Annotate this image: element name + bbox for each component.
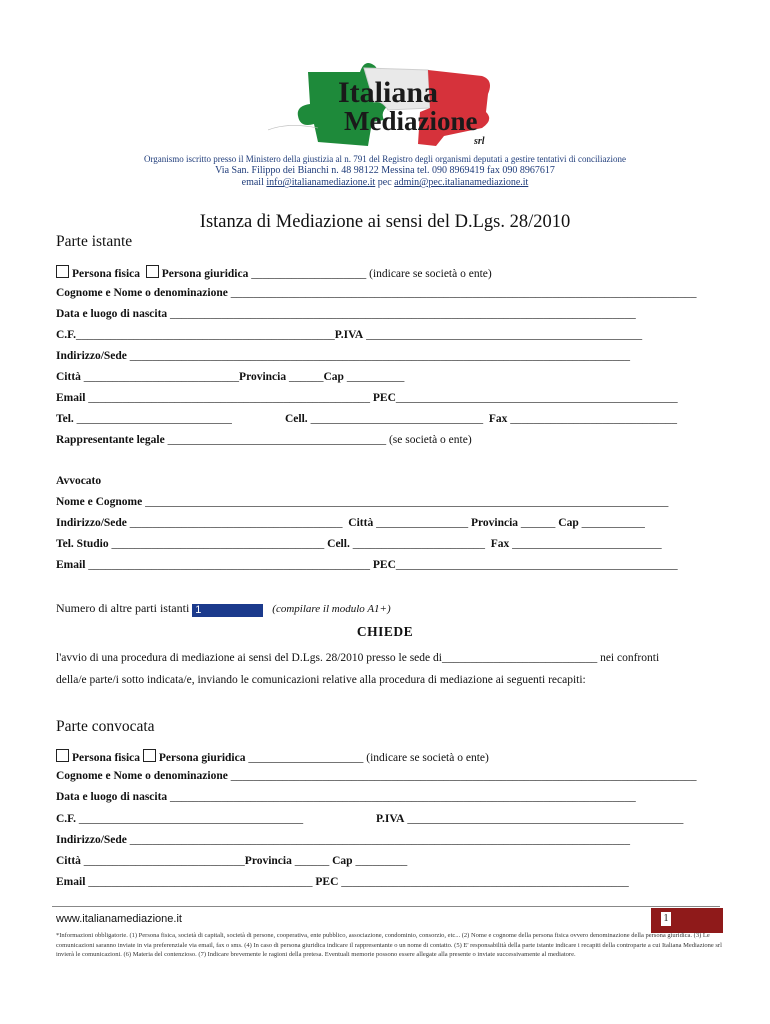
label-persona-giuridica: Persona giuridica	[161, 268, 249, 280]
field-rappresentante[interactable]: ______________________________________	[167, 434, 387, 446]
label-fax: Fax	[488, 413, 508, 425]
label-nascita: Data e luogo di nascita	[56, 308, 168, 320]
label-piva: P.IVA	[334, 329, 364, 341]
conv-label-cap: Cap	[332, 855, 353, 867]
org-registration-line: Organismo iscritto presso il Ministero della giustizia al n. 791 del Registro degli organismi deputati a gestire tentativi di conciliazione	[143, 154, 627, 164]
note-altre-parti: (compilare il modulo A1+)	[272, 603, 391, 615]
avv-field-provincia[interactable]: ______	[520, 517, 556, 529]
conv-row-email	[56, 876, 629, 888]
label-cognome: Cognome e Nome o denominazione	[56, 287, 228, 299]
avv-field-nome[interactable]: ___________________________________________________________________________________________	[145, 496, 669, 508]
field-tel[interactable]: ___________________________	[76, 413, 232, 425]
conv-label-email: Email	[56, 876, 86, 888]
avv-field-cap[interactable]: ___________	[581, 517, 645, 529]
row-nascita	[56, 308, 636, 320]
avv-field-cell[interactable]: _______________________	[352, 538, 485, 550]
avv-label-cap: Cap	[558, 517, 579, 529]
conv-label-persona-giuridica: Persona giuridica	[158, 752, 246, 764]
pec-link[interactable]: admin@pec.italianamediazione.it	[394, 177, 529, 188]
istante-type-row	[56, 265, 492, 280]
row-indirizzo	[56, 350, 630, 362]
avv-label-email: Email	[56, 559, 86, 571]
chiede-line-1	[56, 652, 659, 664]
section-heading-parte-convocata: Parte convocata	[56, 718, 155, 735]
field-nascita[interactable]: _________________________________________________________________________________	[170, 308, 636, 320]
avv-label-citta: Città	[348, 517, 374, 529]
pec-prefix: pec	[377, 177, 392, 188]
conv-label-piva: P.IVA	[376, 813, 405, 825]
conv-checkbox-persona-giuridica[interactable]	[143, 749, 156, 762]
page-title: Istanza di Mediazione ai sensi del D.Lgs. 28/2010	[199, 212, 571, 232]
label-rappresentante: Rappresentante legale	[56, 434, 165, 446]
logo-text-srl: srl	[474, 136, 485, 147]
email-link[interactable]: info@italianamediazione.it	[266, 177, 376, 188]
label-tel: Tel.	[56, 413, 74, 425]
row-cognome	[56, 287, 696, 299]
conv-label-nascita: Data e luogo di nascita	[56, 791, 168, 803]
avv-label-indirizzo: Indirizzo/Sede	[56, 517, 127, 529]
avv-field-fax[interactable]: __________________________	[512, 538, 662, 550]
conv-field-cf[interactable]: _______________________________________	[78, 813, 304, 825]
conv-field-citta[interactable]: ____________________________	[83, 855, 245, 867]
field-piva[interactable]: ________________________________________________	[366, 329, 643, 341]
label-cap: Cap	[323, 371, 344, 383]
page-number-box	[651, 908, 723, 933]
conv-field-piva[interactable]: ________________________________________________	[407, 813, 684, 825]
org-address-line: Via San. Filippo dei Bianchi n. 48 98122 Messina tel. 090 8969419 fax 090 8967617	[215, 165, 555, 176]
footer-divider	[52, 906, 720, 907]
conv-label-citta: Città	[56, 855, 81, 867]
logo-text-mediazione: Mediazione	[344, 106, 478, 136]
row-citta	[56, 371, 404, 383]
avv-label-pec: PEC	[372, 559, 396, 571]
note-indicare: (indicare se società o ente)	[369, 268, 492, 280]
conv-label-persona-fisica: Persona fisica	[72, 752, 141, 764]
footer-notes: *Informazioni obbligatorie. (1) Persona fisica, società di capitali, società di persone, cooperativa, ente pubblico, associazione, condominio, consorzio, etc... (2) Nome e cognome della persona fisica ovvero denominazione della persona giuridica. (3) Le comunicazioni saranno inviate in via preferenziale via email, fax o sms. (4) In caso di persona giuridica indicare il rappresentante o un nome di contatto. (5) E' responsabilità della parte istante indicare i recapiti della controparte a cui Italiana Mediazione srl invierà le comunicazioni. (6) Materia del contenzioso. (7) Indicare brevemente le ragioni della pretesa. Eventuali memorie possono essere allegate alla presente o inviate successivamente al mediatore.	[56, 932, 722, 958]
field-cell[interactable]: ______________________________	[310, 413, 484, 425]
label-cf: C.F.	[56, 329, 77, 341]
page-number: 1	[661, 912, 671, 926]
section-heading-parte-istante: Parte istante	[56, 233, 133, 250]
avv-label-nome: Nome e Cognome	[56, 496, 143, 508]
chiede-text-b: nei confronti	[600, 652, 660, 664]
label-pec: PEC	[372, 392, 396, 404]
chiede-text-a: l'avvio di una procedura di mediazione ai sensi del D.Lgs. 28/2010 presso le sede di	[56, 652, 442, 664]
conv-label-pec: PEC	[315, 876, 339, 888]
puzzle-logo-icon	[268, 50, 504, 150]
avv-label-tel: Tel. Studio	[56, 538, 109, 550]
field-fax[interactable]: _____________________________	[510, 413, 677, 425]
avv-row-nome	[56, 496, 668, 508]
field-pec[interactable]: _________________________________________________	[395, 392, 678, 404]
italiana-mediazione-logo	[268, 50, 504, 150]
section-heading-avvocato: Avvocato	[56, 475, 102, 487]
logo-text-italiana: Italiana	[338, 76, 439, 109]
field-cf[interactable]: _____________________________________________	[76, 329, 335, 341]
row-cell-fax	[285, 413, 677, 425]
conv-field-email[interactable]: _______________________________________	[88, 876, 313, 888]
convocata-type-row	[56, 749, 489, 764]
label-cell: Cell.	[285, 413, 308, 425]
field-tipo-ente[interactable]: ____________________	[251, 268, 367, 280]
field-cap[interactable]: __________	[346, 371, 405, 383]
conv-field-pec[interactable]: __________________________________________________	[341, 876, 629, 888]
label-altre-parti: Numero di altre parti istanti	[56, 601, 190, 615]
avv-label-fax: Fax	[490, 538, 510, 550]
conv-row-indirizzo	[56, 834, 630, 846]
conv-field-nascita[interactable]: _________________________________________________________________________________	[170, 791, 636, 803]
conv-field-cognome[interactable]: _________________________________________________________________________________	[230, 770, 697, 782]
field-cognome[interactable]: _________________________________________________________________________________	[230, 287, 697, 299]
note-rappresentante: (se società o ente)	[388, 434, 472, 446]
row-altre-parti	[56, 601, 391, 617]
conv-row-cognome	[56, 770, 696, 782]
row-tel	[56, 413, 232, 425]
avv-field-pec[interactable]: _________________________________________________	[395, 559, 678, 571]
avv-field-email[interactable]: _________________________________________________	[88, 559, 371, 571]
avv-field-tel[interactable]: _____________________________________	[111, 538, 325, 550]
conv-field-indirizzo[interactable]: _______________________________________________________________________________________	[129, 834, 631, 846]
conv-row-nascita	[56, 791, 636, 803]
conv-note-indicare: (indicare se società o ente)	[366, 752, 489, 764]
footer-url[interactable]: www.italianamediazione.it	[56, 913, 182, 925]
avv-field-citta[interactable]: ________________	[376, 517, 469, 529]
label-persona-fisica: Persona fisica	[72, 268, 141, 280]
field-indirizzo[interactable]: _______________________________________________________________________________________	[129, 350, 631, 362]
conv-field-cap[interactable]: _________	[355, 855, 408, 867]
conv-label-indirizzo: Indirizzo/Sede	[56, 834, 127, 846]
conv-field-tipo-ente[interactable]: ____________________	[248, 752, 364, 764]
field-email[interactable]: _________________________________________________	[88, 392, 371, 404]
conv-row-citta	[56, 855, 407, 867]
conv-row-piva	[376, 813, 683, 825]
conv-label-provincia: Provincia	[244, 855, 292, 867]
label-email: Email	[56, 392, 86, 404]
checkbox-persona-fisica[interactable]	[56, 265, 69, 278]
checkbox-persona-giuridica[interactable]	[146, 265, 159, 278]
avv-row-indirizzo	[56, 517, 645, 529]
label-indirizzo: Indirizzo/Sede	[56, 350, 127, 362]
field-sede[interactable]: ___________________________	[441, 652, 598, 664]
avv-label-cell: Cell.	[327, 538, 350, 550]
conv-field-provincia[interactable]: ______	[294, 855, 330, 867]
conv-label-cf: C.F.	[56, 813, 77, 825]
avv-label-provincia: Provincia	[470, 517, 519, 529]
email-prefix: email	[241, 177, 264, 188]
conv-checkbox-persona-fisica[interactable]	[56, 749, 69, 762]
label-provincia: Provincia	[239, 371, 287, 383]
input-altre-parti[interactable]: 1	[192, 604, 263, 617]
avv-row-email	[56, 559, 678, 571]
heading-chiede: CHIEDE	[356, 624, 414, 639]
chiede-line-2: della/e parte/i sotto indicata/e, inviando le comunicazioni relative alla procedura di mediazione ai seguenti recapiti:	[56, 674, 586, 686]
field-citta[interactable]: ___________________________	[83, 371, 240, 383]
org-contacts-line	[0, 177, 770, 188]
label-citta: Città	[56, 371, 81, 383]
conv-row-cf	[56, 813, 303, 825]
field-provincia[interactable]: ______	[288, 371, 324, 383]
avv-row-tel	[56, 538, 662, 550]
row-rappresentante	[56, 434, 472, 446]
conv-label-cognome: Cognome e Nome o denominazione	[56, 770, 228, 782]
avv-field-indirizzo[interactable]: _____________________________________	[129, 517, 343, 529]
row-cf	[56, 329, 642, 341]
row-email	[56, 392, 678, 404]
